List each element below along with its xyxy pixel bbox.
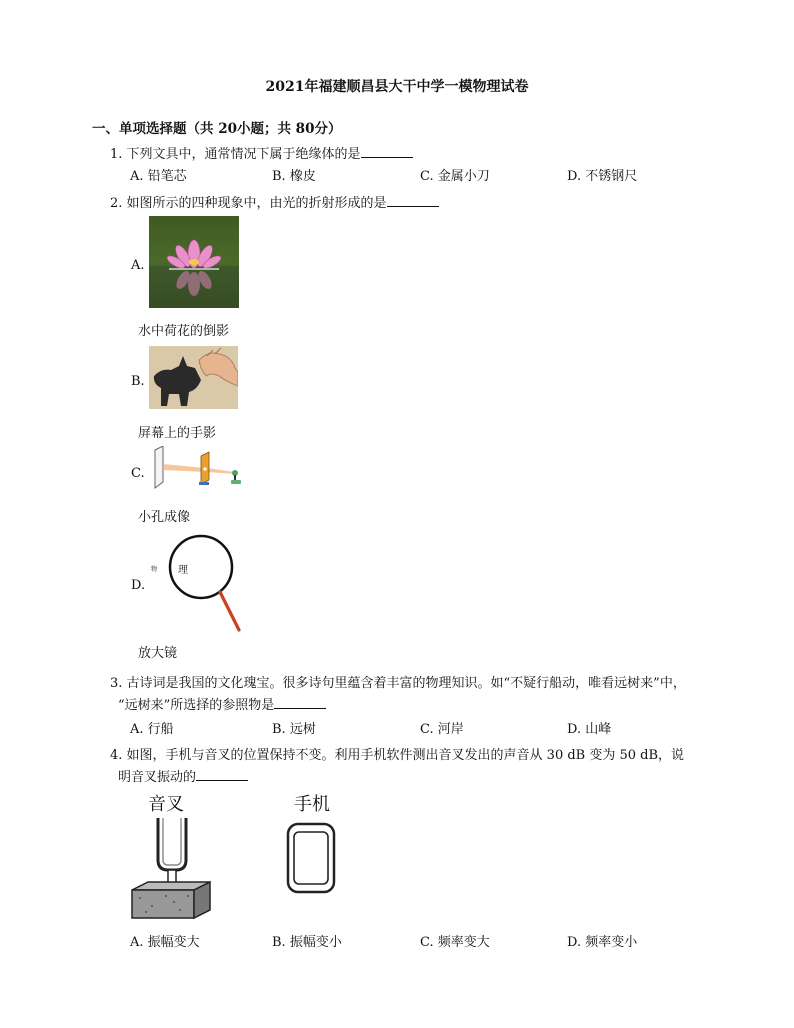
question-3-stem-line2 (118, 694, 326, 713)
question-4-stem-line2 (118, 766, 248, 785)
q2-option-d-letter: D. (131, 578, 146, 593)
q3-option-c: C. 河岸 (420, 722, 464, 737)
answer-blank (274, 697, 326, 709)
q4-option-d: D. 频率变小 (567, 935, 638, 950)
q1-option-a: A. 铅笔芯 (130, 169, 187, 184)
paper-title: 2021年福建顺昌县大干中学一模物理试卷 (265, 79, 529, 95)
q1-option-d: D. 不锈钢尺 (567, 169, 638, 184)
pinhole-camera-image (149, 446, 245, 490)
q2-option-c-caption: 小孔成像 (138, 510, 191, 525)
lotus-reflection-image (149, 216, 239, 308)
q2-option-a-letter: A. (131, 258, 145, 273)
q2-option-c-letter: C. (131, 466, 145, 481)
q3-option-a: A. 行船 (130, 722, 174, 737)
answer-blank (361, 146, 413, 158)
q3-option-b: B. 远树 (272, 722, 316, 737)
tuning-fork-label: 音叉 (148, 794, 184, 815)
answer-blank (387, 195, 439, 207)
magnifier-image (148, 534, 242, 632)
q4-option-c: C. 频率变大 (420, 935, 490, 950)
q2-option-b-caption: 屏幕上的手影 (138, 426, 217, 441)
answer-blank (196, 769, 248, 781)
phone-label: 手机 (294, 794, 330, 815)
q2-option-b-letter: B. (131, 374, 145, 389)
magnifier-big-text: 理 (178, 565, 188, 576)
q2-option-a-caption: 水中荷花的倒影 (138, 324, 230, 339)
q2-option-d-caption: 放大镜 (138, 646, 178, 661)
q1-option-b: B. 橡皮 (272, 169, 316, 184)
hand-shadow-image (149, 346, 238, 409)
question-2-stem (110, 192, 439, 211)
question-4-stem-line1: 4. 如图，手机与音叉的位置保持不变。利用手机软件测出音叉发出的声音从 30 dB 变为 50 dB，说 (110, 748, 685, 763)
q3-option-d: D. 山峰 (567, 722, 612, 737)
magnifier-small-text: 物 (151, 566, 158, 573)
q1-option-c: C. 金属小刀 (420, 169, 490, 184)
question-1-text: 1. 下列文具中，通常情况下属于绝缘体的是 (110, 147, 361, 162)
tuning-fork-image (130, 816, 214, 920)
question-2-text: 2. 如图所示的四种现象中，由光的折射形成的是 (110, 196, 387, 211)
question-4-text: 明音叉振动的 (118, 770, 197, 785)
question-1-stem (110, 143, 413, 162)
question-3-stem-line1: 3. 古诗词是我国的文化瑰宝。很多诗句里蕴含着丰富的物理知识。如“不疑行船动，唯看远树来”中， (110, 676, 686, 691)
phone-image (286, 822, 336, 894)
q4-option-a: A. 振幅变大 (130, 935, 200, 950)
q4-option-b: B. 振幅变小 (272, 935, 342, 950)
question-3-text: “远树来”所选择的参照物是 (118, 698, 275, 713)
section-heading: 一、单项选择题（共 20小题；共 80分） (92, 121, 342, 137)
